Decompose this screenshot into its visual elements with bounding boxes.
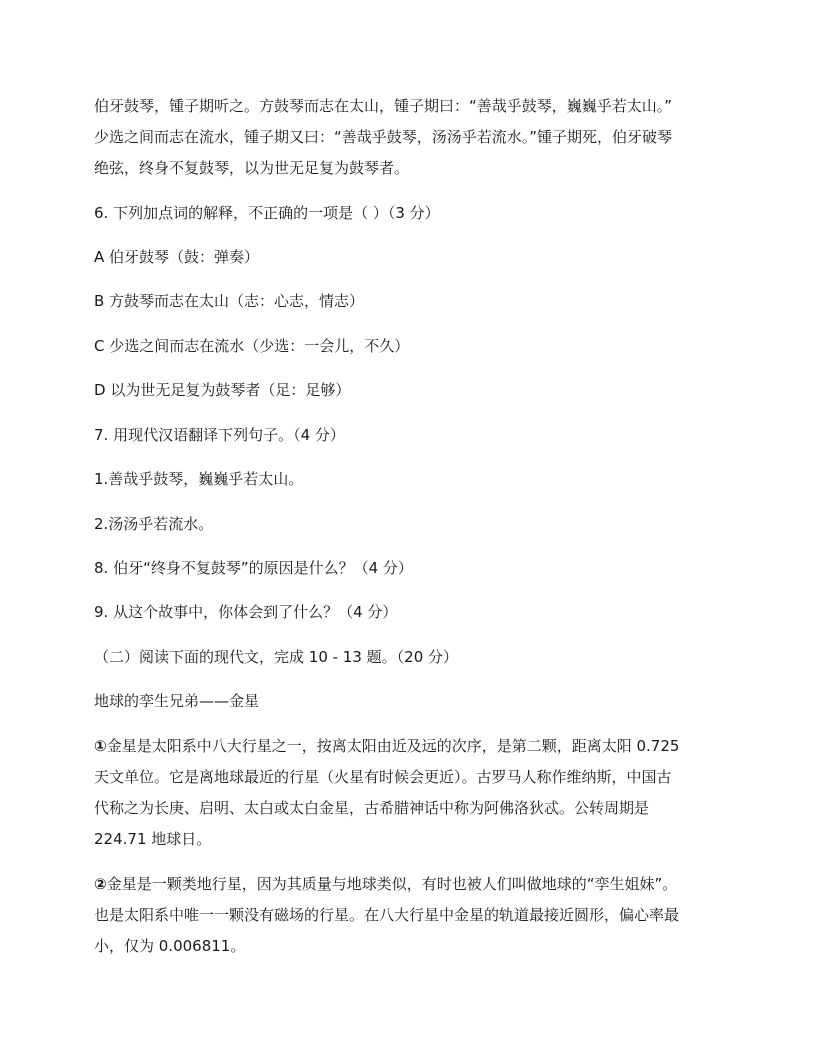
question-7-item-2: 2.汤汤乎若流水。	[94, 515, 214, 533]
question-6-option-d: D 以为世无足复为鼓琴者（足：足够）	[94, 381, 351, 399]
question-7-item-1: 1.善哉乎鼓琴，巍巍乎若太山。	[94, 470, 304, 488]
passage-line: 少选之间而志在流水，锺子期又曰：“善哉乎鼓琴，汤汤乎若流水。”锺子期死，伯牙破琴	[94, 128, 673, 146]
question-7-stem: 7. 用现代汉语翻译下列句子。（4 分）	[94, 426, 345, 444]
paragraph-text: 金星是太阳系中八大行星之一，按离太阳由近及远的次序，是第二颗，距离太阳 0.725	[106, 737, 680, 755]
passage-line: 伯牙鼓琴，锺子期听之。方鼓琴而志在太山，锺子期曰：“善哉乎鼓琴，巍巍乎若太山。”	[94, 97, 673, 115]
article-title: 地球的孪生兄弟——金星	[94, 692, 260, 710]
question-9-stem: 9. 从这个故事中，你体会到了什么？（4 分）	[94, 603, 398, 621]
paragraph-line	[94, 735, 730, 766]
paragraph-number-marker: ①	[94, 737, 107, 755]
paragraph-line: 224.71 地球日。	[94, 830, 212, 848]
paragraph-number-marker: ②	[94, 875, 107, 893]
paragraph-line	[94, 873, 730, 904]
question-6-option-a: A 伯牙鼓琴（鼓：弹奏）	[94, 248, 260, 266]
paragraph-line: 小，仅为 0.006811。	[94, 937, 246, 955]
passage-line: 绝弦，终身不复鼓琴，以为世无足复为鼓琴者。	[94, 159, 410, 177]
article-paragraph-2	[94, 873, 730, 966]
paragraph-line: 天文单位。它是离地球最近的行星（火星有时候会更近）。古罗马人称作维纳斯，中国古	[94, 768, 672, 786]
article-paragraph-1	[94, 735, 730, 859]
question-6-option-b: B 方鼓琴而志在太山（志：心志，情志）	[94, 292, 365, 310]
paragraph-line: 代称之为长庚、启明、太白或太白金星，古希腊神话中称为阿佛洛狄忒。公转周期是	[94, 799, 650, 817]
question-6-option-c: C 少选之间而志在流水（少选：一会儿，不久）	[94, 337, 410, 355]
paragraph-line: 也是太阳系中唯一一颗没有磁场的行星。在八大行星中金星的轨道最接近圆形，偏心率最	[94, 906, 680, 924]
question-6-stem: 6. 下列加点词的解释，不正确的一项是（ ）（3 分）	[94, 204, 440, 222]
classical-text-passage	[94, 95, 730, 188]
paragraph-text: 金星是一颗类地行星，因为其质量与地球类似，有时也被人们叫做地球的“孪生姐妹”。	[106, 875, 678, 893]
section-2-heading: （二）阅读下面的现代文，完成 10 - 13 题。（20 分）	[94, 648, 459, 666]
question-8-stem: 8. 伯牙“终身不复鼓琴”的原因是什么？（4 分）	[94, 559, 413, 577]
